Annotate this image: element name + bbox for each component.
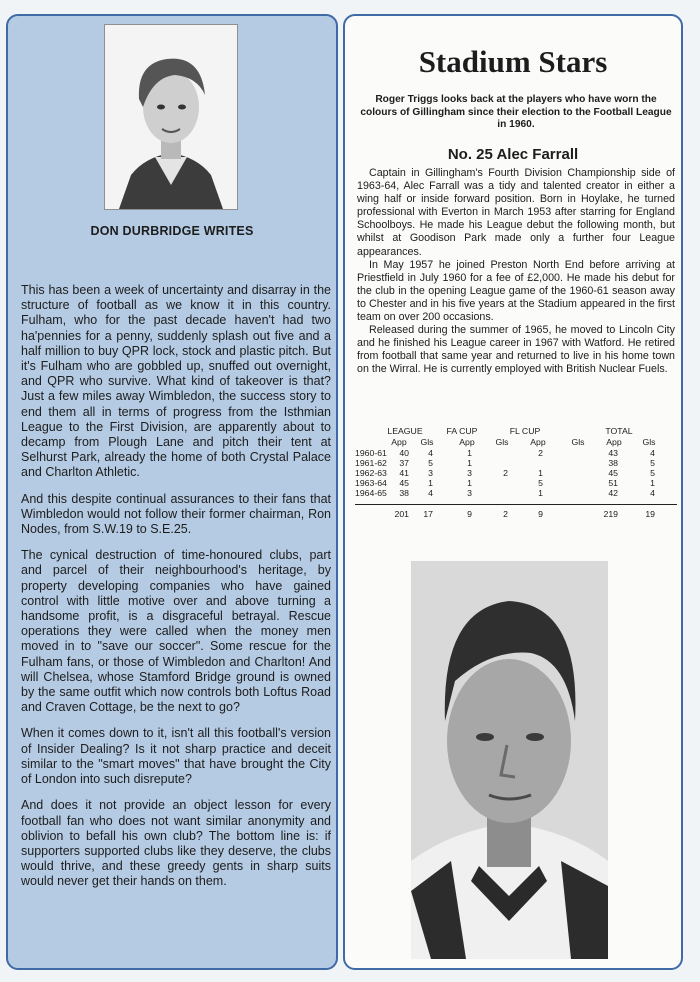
stats-subheader-label: App: [459, 437, 475, 447]
column-heading: DON DURBRIDGE WRITES: [90, 224, 254, 238]
stats-subheader: [355, 437, 677, 448]
stats-subheader-label: App: [606, 437, 622, 447]
stats-row: [355, 478, 677, 488]
bio-paragraph: Captain in Gillingham's Fourth Division Championship side of 1963-64, Alec Farrall was a tidy and talented creator in either a wing half or inside forward position. Born in Hoylake, he turned professional with Everton in March 1953 after starring for England Schoolboys. He made his League debut the following month, but whilst at Goodison Park made only a further four League appearances.: [357, 167, 675, 258]
stats-row: [355, 468, 677, 478]
stats-cell: 45: [608, 468, 618, 478]
article-paragraph: And this despite continual assurances to their fans that Wimbledon would not follow their former chairman, Ron Nodes, from S.W.19 to S.E.25.: [21, 491, 331, 537]
stats-subheader-label: App: [391, 437, 407, 447]
stats-cell: 1: [538, 468, 543, 478]
stats-row: [355, 458, 677, 468]
stats-season: 1961-62: [355, 458, 387, 468]
feature-title: Stadium Stars: [418, 44, 608, 79]
stats-cell: 38: [399, 488, 409, 498]
stats-cell: 4: [650, 488, 655, 498]
stats-cell: 1: [467, 478, 472, 488]
player-heading: No. 25 Alec Farrall: [447, 146, 579, 163]
stats-cell: 5: [428, 458, 433, 468]
stats-cell: 4: [650, 448, 655, 458]
stats-cell: 43: [608, 448, 618, 458]
stats-cell: 38: [608, 458, 618, 468]
stats-group-label: TOTAL: [605, 426, 633, 436]
article-paragraph: And does it not provide an object lesson for every football fan who does not want similar anonymity and oblivion to befall his own club? The bottom line is: if supporters supported clubs like they deserve, the clubs would thrive, and these greedy gents in sharp suits would never get their hands on them.: [21, 798, 331, 889]
stats-cell: 3: [428, 468, 433, 478]
feature-intro: Roger Triggs looks back at the players who have worn the colours of Gillingham since their election to the Football League in 1960.: [360, 94, 672, 130]
stats-total-cell: 2: [503, 509, 508, 519]
stats-cell: 4: [428, 448, 433, 458]
stats-season: 1963-64: [355, 478, 387, 488]
right-column: [343, 14, 683, 970]
stats-cell: 4: [428, 488, 433, 498]
stats-subheader-label: Gls: [571, 437, 585, 447]
stats-cell: 1: [467, 458, 472, 468]
left-column: [6, 14, 338, 970]
stats-subheader-label: Gls: [642, 437, 656, 447]
stats-row: [355, 488, 677, 498]
stats-cell: 2: [503, 468, 508, 478]
stats-cell: 51: [608, 478, 618, 488]
stats-cell: 2: [538, 448, 543, 458]
stats-row: [355, 448, 677, 458]
article-paragraph: This has been a week of uncertainty and disarray in the structure of football as we know it in this country. Fulham, who for the past decade haven't had two ha'pennies for a penny, suddenly splash out five and a half million to buy QPR lock, stock and plastic pitch. But it's Fulham who are gobbled up, snuffed out overnight, and QPR who survive. What kind of takeover is that? Just a few miles away Wimbledon, the success story to end them all in terms of progress from the Isthmian League to the First Division, are apparently about to decamp from Plough Lane and pitch their tent at Selhurst Park, already the home of both Crystal Palace and Charlton Athletic.: [21, 283, 331, 480]
stats-season: 1960-61: [355, 448, 387, 458]
stats-total-cell: 19: [645, 509, 655, 519]
stats-group-label: FA CUP: [446, 426, 478, 436]
stats-cell: 40: [399, 448, 409, 458]
stats-total-cell: 201: [394, 509, 409, 519]
stats-cell: 37: [399, 458, 409, 468]
article-paragraph: The cynical destruction of time-honoured clubs, part and parcel of their neighbourhood's heritage, by property developing companies who have gained control with little motive over and above turning a handsome profit, is a disgraceful betrayal. Rescue operations they were called when the money men moved in to "save our soccer". Some rescue for the Fulham fans, or those of Wimbledon and Charlton! And will Chelsea, whose Stamford Bridge ground is owned by the same outfit which now controls both Loftus Road and Craven Cottage, be the next to go?: [21, 548, 331, 715]
stats-season: 1964-65: [355, 488, 387, 498]
stats-cell: 45: [399, 478, 409, 488]
bio-paragraph: In May 1957 he joined Preston North End before arriving at Priestfield in July 1960 for a fee of £2,000. He made his debut for the club in the opening League game of the 1960-61 season away to Chester and in his five years at the Stadium appeared in the first team on over 200 occasions.: [357, 258, 675, 324]
stats-cell: 3: [467, 468, 472, 478]
stats-season: 1962-63: [355, 468, 387, 478]
stats-cell: 42: [608, 488, 618, 498]
stats-subheader-label: App: [530, 437, 546, 447]
stats-cell: 5: [650, 458, 655, 468]
stats-cell: 3: [467, 488, 472, 498]
stats-total-cell: 17: [423, 509, 433, 519]
stats-cell: 1: [467, 448, 472, 458]
stats-totals-row: [355, 509, 677, 520]
player-photo: [411, 561, 608, 959]
career-stats-table: [355, 426, 677, 520]
stats-total-cell: 9: [538, 509, 543, 519]
stats-divider: [355, 504, 677, 505]
stats-cell: 1: [538, 488, 543, 498]
stats-cell: 1: [428, 478, 433, 488]
stats-cell: 41: [399, 468, 409, 478]
player-biography: [357, 167, 675, 377]
stats-total-cell: 9: [467, 509, 472, 519]
stats-group-header: [355, 426, 677, 437]
article-paragraph: When it comes down to it, isn't all this football's version of Insider Dealing? Is it not sharp practice and deceit similar to the "smart moves" that have brought the City of London into such disrepute?: [21, 726, 331, 787]
stats-group-label: FL CUP: [509, 426, 541, 436]
author-photo: [104, 24, 238, 210]
stats-rows: [355, 448, 677, 498]
stats-cell: 5: [538, 478, 543, 488]
stats-cell: 1: [650, 478, 655, 488]
article-body: [21, 283, 331, 901]
stats-subheader-label: Gls: [420, 437, 434, 447]
stats-total-cell: 219: [603, 509, 618, 519]
stats-subheader-label: Gls: [495, 437, 509, 447]
stats-cell: 5: [650, 468, 655, 478]
stats-group-label: LEAGUE: [387, 426, 423, 436]
bio-paragraph: Released during the summer of 1965, he moved to Lincoln City and he finished his League career in 1967 with Watford. He retired from football that same year and returned to live in his home town on the Wirral. He is currently employed with British Nuclear Fuels.: [357, 324, 675, 376]
